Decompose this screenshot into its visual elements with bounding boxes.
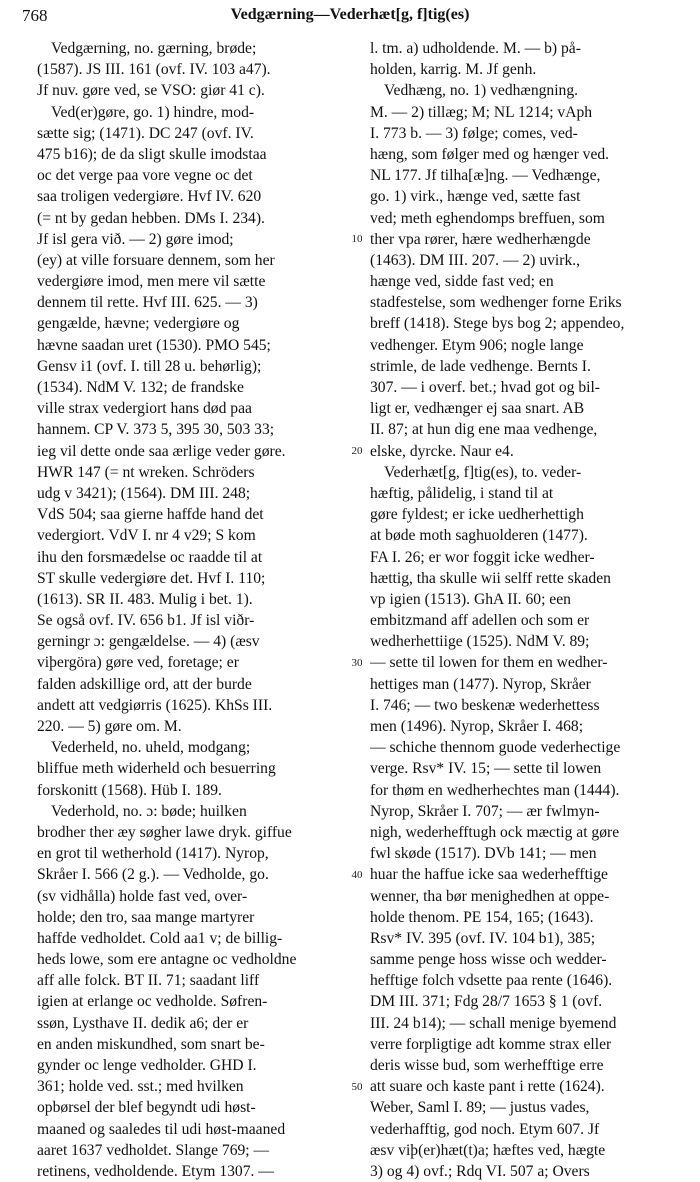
- right-column-line: hæftig, pålidelig, i stand til at: [370, 484, 554, 502]
- left-column-line: aff alle folck. BT II. 71; saadant liff: [37, 972, 260, 990]
- right-column-line: 3) og 4) ovf.; Rdq VI. 507 a; Overs: [370, 1162, 590, 1180]
- left-column-line: gerningr ɔ: gengældelse. — 4) (æsv: [37, 633, 260, 651]
- margin-line-number: 30: [351, 656, 363, 669]
- left-column-line: sætte sig; (1471). DC 247 (ovf. IV.: [37, 124, 254, 142]
- right-column-line: at bøde moth saghuolderen (1477).: [370, 527, 588, 545]
- left-column-line: ssøn, Lysthave II. dedik a6; der er: [37, 1014, 249, 1032]
- left-column-line: brodher ther æy søgher lawe dryk. giffue: [37, 823, 292, 841]
- left-column-line: ST skulle vedergiøre det. Hvf I. 110;: [37, 569, 266, 587]
- left-column-line: Vederhold, no. ɔ: bøde; huilken: [51, 802, 247, 820]
- right-column-line: hættig, tha skulle wii selff rette skaden: [370, 569, 611, 587]
- left-column-line: hannem. CP V. 373 5, 395 30, 503 33;: [37, 421, 275, 439]
- left-column-line: Ved(er)gøre, go. 1) hindre, mod-: [51, 103, 255, 121]
- right-column-line: Vederhæt[g, f]tig(es), to. veder-: [384, 463, 582, 481]
- left-column-line: ville strax vedergiort hans død paa: [37, 400, 252, 418]
- right-column-line: vp igien (1513). GhA II. 60; een: [370, 590, 571, 608]
- right-column-line: DM III. 371; Fdg 28/7 1653 § 1 (ovf.: [370, 993, 603, 1011]
- page-number: 768: [22, 6, 48, 25]
- left-column-line: gengælde, hævne; vedergiøre og: [37, 315, 240, 333]
- left-column-line: (1534). NdM V. 132; de frandske: [37, 379, 244, 396]
- left-column-line: Gensv i1 (ovf. I. till 28 u. behørlig);: [37, 357, 262, 375]
- right-column-line: Nyrop, Skråer I. 707; — ær fwlmyn-: [370, 802, 600, 820]
- right-column-line: deris wisse bud, som werhefftige erre: [370, 1057, 604, 1074]
- right-column-line: FA I. 26; er wor foggit icke wedher-: [370, 548, 595, 566]
- left-column-line: saa troligen vedergiøre. Hvf IV. 620: [37, 188, 262, 206]
- left-column-line: bliffue meth widerheld och besuerring: [37, 760, 276, 778]
- left-column-line: aaret 1637 vedholdet. Slange 769; —: [37, 1141, 270, 1159]
- right-column-line: gøre fyldest; er icke uedherhettigh: [370, 506, 584, 524]
- left-column-line: ihu den forsmædelse oc raadde til at: [37, 548, 263, 566]
- right-column-line: elske, dyrcke. Naur e4.: [370, 442, 514, 460]
- left-column-line: (= nt by gedan hebben. DMs I. 234).: [37, 209, 265, 227]
- right-column-line: stadfestelse, som wedhenger forne Eriks: [370, 294, 622, 312]
- left-column-line: hævne saadan uret (1530). PMO 545;: [37, 336, 271, 354]
- right-column-line: wedherhettiige (1525). NdM V. 89;: [370, 633, 590, 651]
- left-column-line: gynder oc lenge vedholder. GHD I.: [37, 1057, 257, 1074]
- right-column-line: holde thenom. PE 154, 165; (1643).: [370, 908, 594, 926]
- right-column-line: hænge ved, sidde fast ved; en: [370, 273, 554, 291]
- left-column-line: (1587). JS III. 161 (ovf. IV. 103 a47).: [37, 61, 271, 79]
- right-column-line: vedhenger. Etym 906; nogle lange: [370, 336, 584, 354]
- right-column-line: hefftige folch vdsette paa rente (1646).: [370, 972, 613, 990]
- left-column-line: vedergiort. VdV I. nr 4 v29; S kom: [37, 527, 256, 545]
- right-column-line: samme penge hoss wisse och wedder-: [370, 951, 607, 969]
- right-column-line: men (1496). Nyrop, Skråer I. 468;: [370, 718, 584, 735]
- right-column-line: ved; meth eghendomps breffuen, som: [370, 209, 605, 227]
- right-column-line: huar the haffue icke saa wederhefftige: [370, 866, 608, 884]
- left-column-line: igien at erlange oc vedholde. Søfren-: [37, 993, 268, 1011]
- left-column-line: 475 b16); de da sligt skulle imodstaa: [37, 145, 267, 163]
- left-column-line: heds lowe, som ere antagne oc vedholdne: [37, 951, 297, 969]
- right-column-line: l. tm. a) udholdende. M. — b) på-: [370, 40, 581, 57]
- left-column-line: forskonitt (1568). Hüb I. 189.: [37, 781, 222, 799]
- left-column-line: Vederheld, no. uheld, modgang;: [51, 739, 251, 757]
- right-column-line: for thøm en wedherhechtes man (1444).: [370, 781, 620, 799]
- right-column-line: æsv viþ(er)hæt(t)a; hæftes ved, hægte: [370, 1141, 606, 1159]
- left-column-line: (ey) at ville forsuare dennem, som her: [37, 251, 275, 269]
- right-column-line: III. 24 b14); — schall menige byemend: [370, 1014, 617, 1032]
- right-column-line: Weber, Saml I. 89; — justus vades,: [370, 1099, 590, 1117]
- right-column-line: hettiges man (1477). Nyrop, Skråer: [370, 675, 591, 693]
- right-column-line: embitzmand aff adellen och som er: [370, 612, 590, 630]
- right-column-line: verge. Rsv* IV. 15; — sette til lowen: [370, 760, 602, 778]
- page-header: [10, 2, 690, 32]
- left-column-line: maaned og saaledes til udi høst-maaned: [37, 1120, 286, 1138]
- left-column-line: (1613). SR II. 483. Mulig i bet. 1).: [37, 590, 253, 608]
- right-column-line: verre forpligtige adt komme strax eller: [370, 1035, 612, 1053]
- left-column-line: dennem til rette. Hvf III. 625. — 3): [37, 294, 258, 312]
- right-column-line: Vedhæng, no. 1) vedhængning.: [384, 82, 579, 100]
- left-column-line: vedergiøre imod, men mere vil sætte: [37, 273, 266, 291]
- left-column-line: en grot til wetherhold (1417). Nyrop,: [37, 845, 269, 863]
- margin-line-number: 40: [351, 868, 363, 881]
- right-column-line: vederhafftig, god noch. Etym 607. Jf: [370, 1120, 600, 1138]
- left-column-line: 361; holde ved. sst.; med hvilken: [37, 1078, 244, 1096]
- left-column-line: oc det verge paa vore vegne oc det: [37, 167, 253, 185]
- right-column-line: — schiche thennom guode vederhectige: [370, 739, 621, 757]
- left-column: [37, 38, 337, 1180]
- right-column-line: 307. — i overf. bet.; hvad got og bil-: [370, 379, 600, 396]
- left-column-line: opbørsel der blef begyndt udi høst-: [37, 1099, 256, 1117]
- right-column-line: M. — 2) tillæg; M; NL 1214; vAph: [370, 103, 593, 121]
- right-column-line: holden, karrig. M. Jf genh.: [370, 61, 537, 79]
- right-column-line: hæng, som følger med og hænger ved.: [370, 145, 610, 163]
- margin-line-number: 50: [351, 1080, 363, 1093]
- right-column-line: (1463). DM III. 207. — 2) uvirk.,: [370, 251, 581, 269]
- left-column-line: Jf isl gera við. — 2) gøre imod;: [37, 230, 234, 248]
- right-column-line: ther vpa rører, hære wedherhængde: [370, 230, 591, 248]
- left-column-line: andett att vedgiørris (1625). KhSs III.: [37, 696, 273, 714]
- right-column-line: wenner, tha bør menighedhen at oppe-: [370, 887, 610, 905]
- left-column-line: falden adskillige ord, att der burde: [37, 675, 252, 693]
- left-column-line: ieg vil dette onde saa ærlige veder gøre.: [37, 442, 286, 460]
- left-column-line: Se også ovf. IV. 656 b1. Jf isl viðr-: [37, 612, 255, 630]
- right-column-line: — sette til lowen for them en wedher-: [370, 654, 608, 672]
- left-column-line: Vedgærning, no. gærning, brøde;: [51, 40, 257, 57]
- left-column-line: haffde vedholdet. Cold aa1 v; de billig-: [37, 929, 283, 947]
- left-column-line: (sv vidhålla) holde fast ved, over-: [37, 887, 248, 905]
- left-column-line: en anden miskundhed, som snart be-: [37, 1035, 265, 1053]
- right-column-line: nigh, wederhefftugh ock mæctig at gøre: [370, 823, 620, 841]
- margin-line-number: 20: [351, 444, 363, 457]
- right-column-line: fwl skøde (1517). DVb 141; — men: [370, 845, 597, 863]
- right-column-line: II. 87; at hun dig ene maa vedhenge,: [370, 421, 598, 439]
- right-column: [370, 38, 688, 1180]
- left-column-line: viþergöra) gøre ved, foretage; er: [37, 654, 239, 672]
- right-column-line: go. 1) virk., hænge ved, sætte fast: [370, 188, 581, 206]
- margin-line-number: 10: [351, 232, 363, 245]
- left-column-line: holde; den tro, saa mange martyrer: [37, 908, 255, 926]
- left-column-line: Skråer I. 566 (2 g.). — Vedholde, go.: [37, 866, 269, 884]
- right-column-line: strimle, de lade vedhenge. Bernts I.: [370, 357, 591, 375]
- right-column-line: breff (1418). Stege bys bog 2; appendeo,: [370, 315, 625, 333]
- left-column-line: retinens, vedholdende. Etym 1307. —: [37, 1162, 274, 1180]
- right-column-line: ligt er, vedhænger ej saa snart. AB: [370, 400, 585, 418]
- right-column-line: NL 177. Jf tilha[æ]ng. — Vedhænge,: [370, 167, 601, 185]
- left-column-line: Jf nuv. gøre ved, se VSO: giør 41 c).: [37, 82, 265, 100]
- left-column-line: 220. — 5) gøre om. M.: [37, 718, 182, 735]
- right-column-line: att suare och kaste pant i rette (1624).: [370, 1078, 605, 1096]
- right-column-line: I. 773 b. — 3) følge; comes, ved-: [370, 124, 578, 142]
- right-column-line: I. 746; — two beskenæ wederhettess: [370, 696, 600, 714]
- running-head: Vedgærning—Vederhæt[g, f]tig(es): [230, 6, 470, 23]
- left-column-line: udg v 3421); (1564). DM III. 248;: [37, 484, 251, 502]
- left-column-line: HWR 147 (= nt wreken. Schröders: [37, 463, 255, 481]
- left-column-line: VdS 504; saa gierne haffde hand det: [37, 506, 264, 524]
- right-column-line: Rsv* IV. 395 (ovf. IV. 104 b1), 385;: [370, 929, 596, 947]
